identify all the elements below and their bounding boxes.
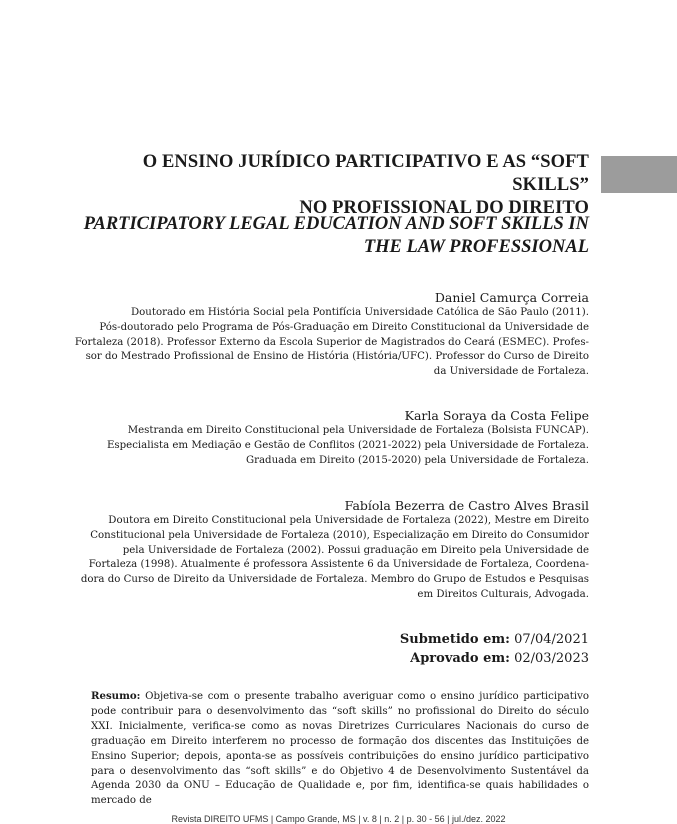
bio-line: Especialista em Mediação e Gestão de Conflitos (2021-2022) pela Universidade de Fortaleza. (107, 439, 589, 451)
bio-line: Constitucional pela Universidade de Fortaleza (2010), Especialização em Direito do Consumidor (90, 529, 589, 541)
bio-line: Pós-doutorado pelo Programa de Pós-Graduação em Direito Constitucional da Universidade de (99, 321, 589, 333)
bio-line: Doutora em Direito Constitucional pela Universidade de Fortaleza (2022), Mestre em Direito (108, 515, 589, 526)
submitted-row (400, 630, 589, 649)
title-en-line: THE LAW PROFESSIONAL (363, 237, 589, 257)
bio-line: Doutorado em História Social pela Pontifícia Universidade Católica de São Paulo (2011). (131, 307, 589, 318)
bio-line: dora do Curso de Direito da Universidade de Fortaleza. Membro do Grupo de Estudos e Pesquisas (80, 574, 589, 586)
bio-line: Fortaleza (2018). Professor Externo da Escola Superior de Magistrados do Ceará (ESMEC). Profes- (74, 336, 589, 348)
author-bio (69, 514, 589, 603)
section-tab-marker (601, 156, 677, 193)
author-block-2 (69, 407, 589, 468)
bio-line: em Direitos Culturais, Advogada. (417, 588, 589, 600)
bio-line: pela Universidade de Fortaleza (2002). Possui graduação em Direito pela Universidade de (122, 544, 589, 556)
bio-line: Graduada em Direito (2015-2020) pela Universidade de Fortaleza. (245, 454, 589, 466)
title-english (69, 213, 589, 259)
bio-line: Mestranda em Direito Constitucional pela Universidade de Fortaleza (Bolsista FUNCAP). (127, 425, 589, 436)
author-bio (69, 424, 589, 468)
author-name: Karla Soraya da Costa Felipe (404, 408, 589, 423)
author-name: Daniel Camurça Correia (434, 290, 589, 305)
bio-line: sor do Mestrado Profissional de Ensino de História (História/UFC). Professor do Curso de Direito (85, 351, 589, 363)
title-portuguese (69, 151, 589, 220)
title-pt-line: NO PROFISSIONAL DO DIREITO (299, 198, 589, 218)
title-en-line: PARTICIPATORY LEGAL EDUCATION AND SOFT SKILLS IN (83, 214, 589, 234)
author-bio (69, 306, 589, 380)
abstract (91, 689, 589, 809)
approved-date: 02/03/2023 (514, 651, 589, 666)
journal-footer: Revista DIREITO UFMS | Campo Grande, MS | v. 8 | n. 2 | p. 30 - 56 | jul./dez. 2022 (171, 814, 506, 824)
author-name: Fabíola Bezerra de Castro Alves Brasil (344, 498, 589, 513)
title-pt-line: O ENSINO JURÍDICO PARTICIPATIVO E AS “SOFT SKILLS” (142, 152, 589, 195)
approved-label: Aprovado em: (410, 651, 510, 666)
submitted-label: Submetido em: (399, 632, 510, 647)
bio-line: Fortaleza (1998). Atualmente é professora Assistente 6 da Universidade de Fortaleza, Coordena- (88, 559, 589, 571)
submitted-date: 07/04/2021 (514, 632, 589, 647)
submission-dates (400, 630, 589, 668)
approved-row (400, 649, 589, 668)
bio-line: da Universidade de Fortaleza. (433, 366, 589, 378)
abstract-label: Resumo: (91, 690, 141, 702)
author-block-3 (69, 497, 589, 603)
abstract-text: Objetiva-se com o presente trabalho averiguar como o ensino jurídico participativo pode contribuir para o desenvolvimento das “soft skills” no profissional do Direito do século XXI. Inicialmente, verifica-se como as novas Diretrizes Curriculares Nacionais do curso de graduação em Direito interferem no processo de formação dos discentes das Instituições de Ensino Superior; depois, aponta-se as possíveis contribuições do ensino jurídico participativo para o desenvolvimento das “soft skills” e do Objetivo 4 de Desenvolvimento Sustentável da Agenda 2030 da ONU – Educação de Qualidade e, por fim, identifica-se quais habilidades o mercado de (91, 691, 589, 807)
author-block-1 (69, 289, 589, 380)
